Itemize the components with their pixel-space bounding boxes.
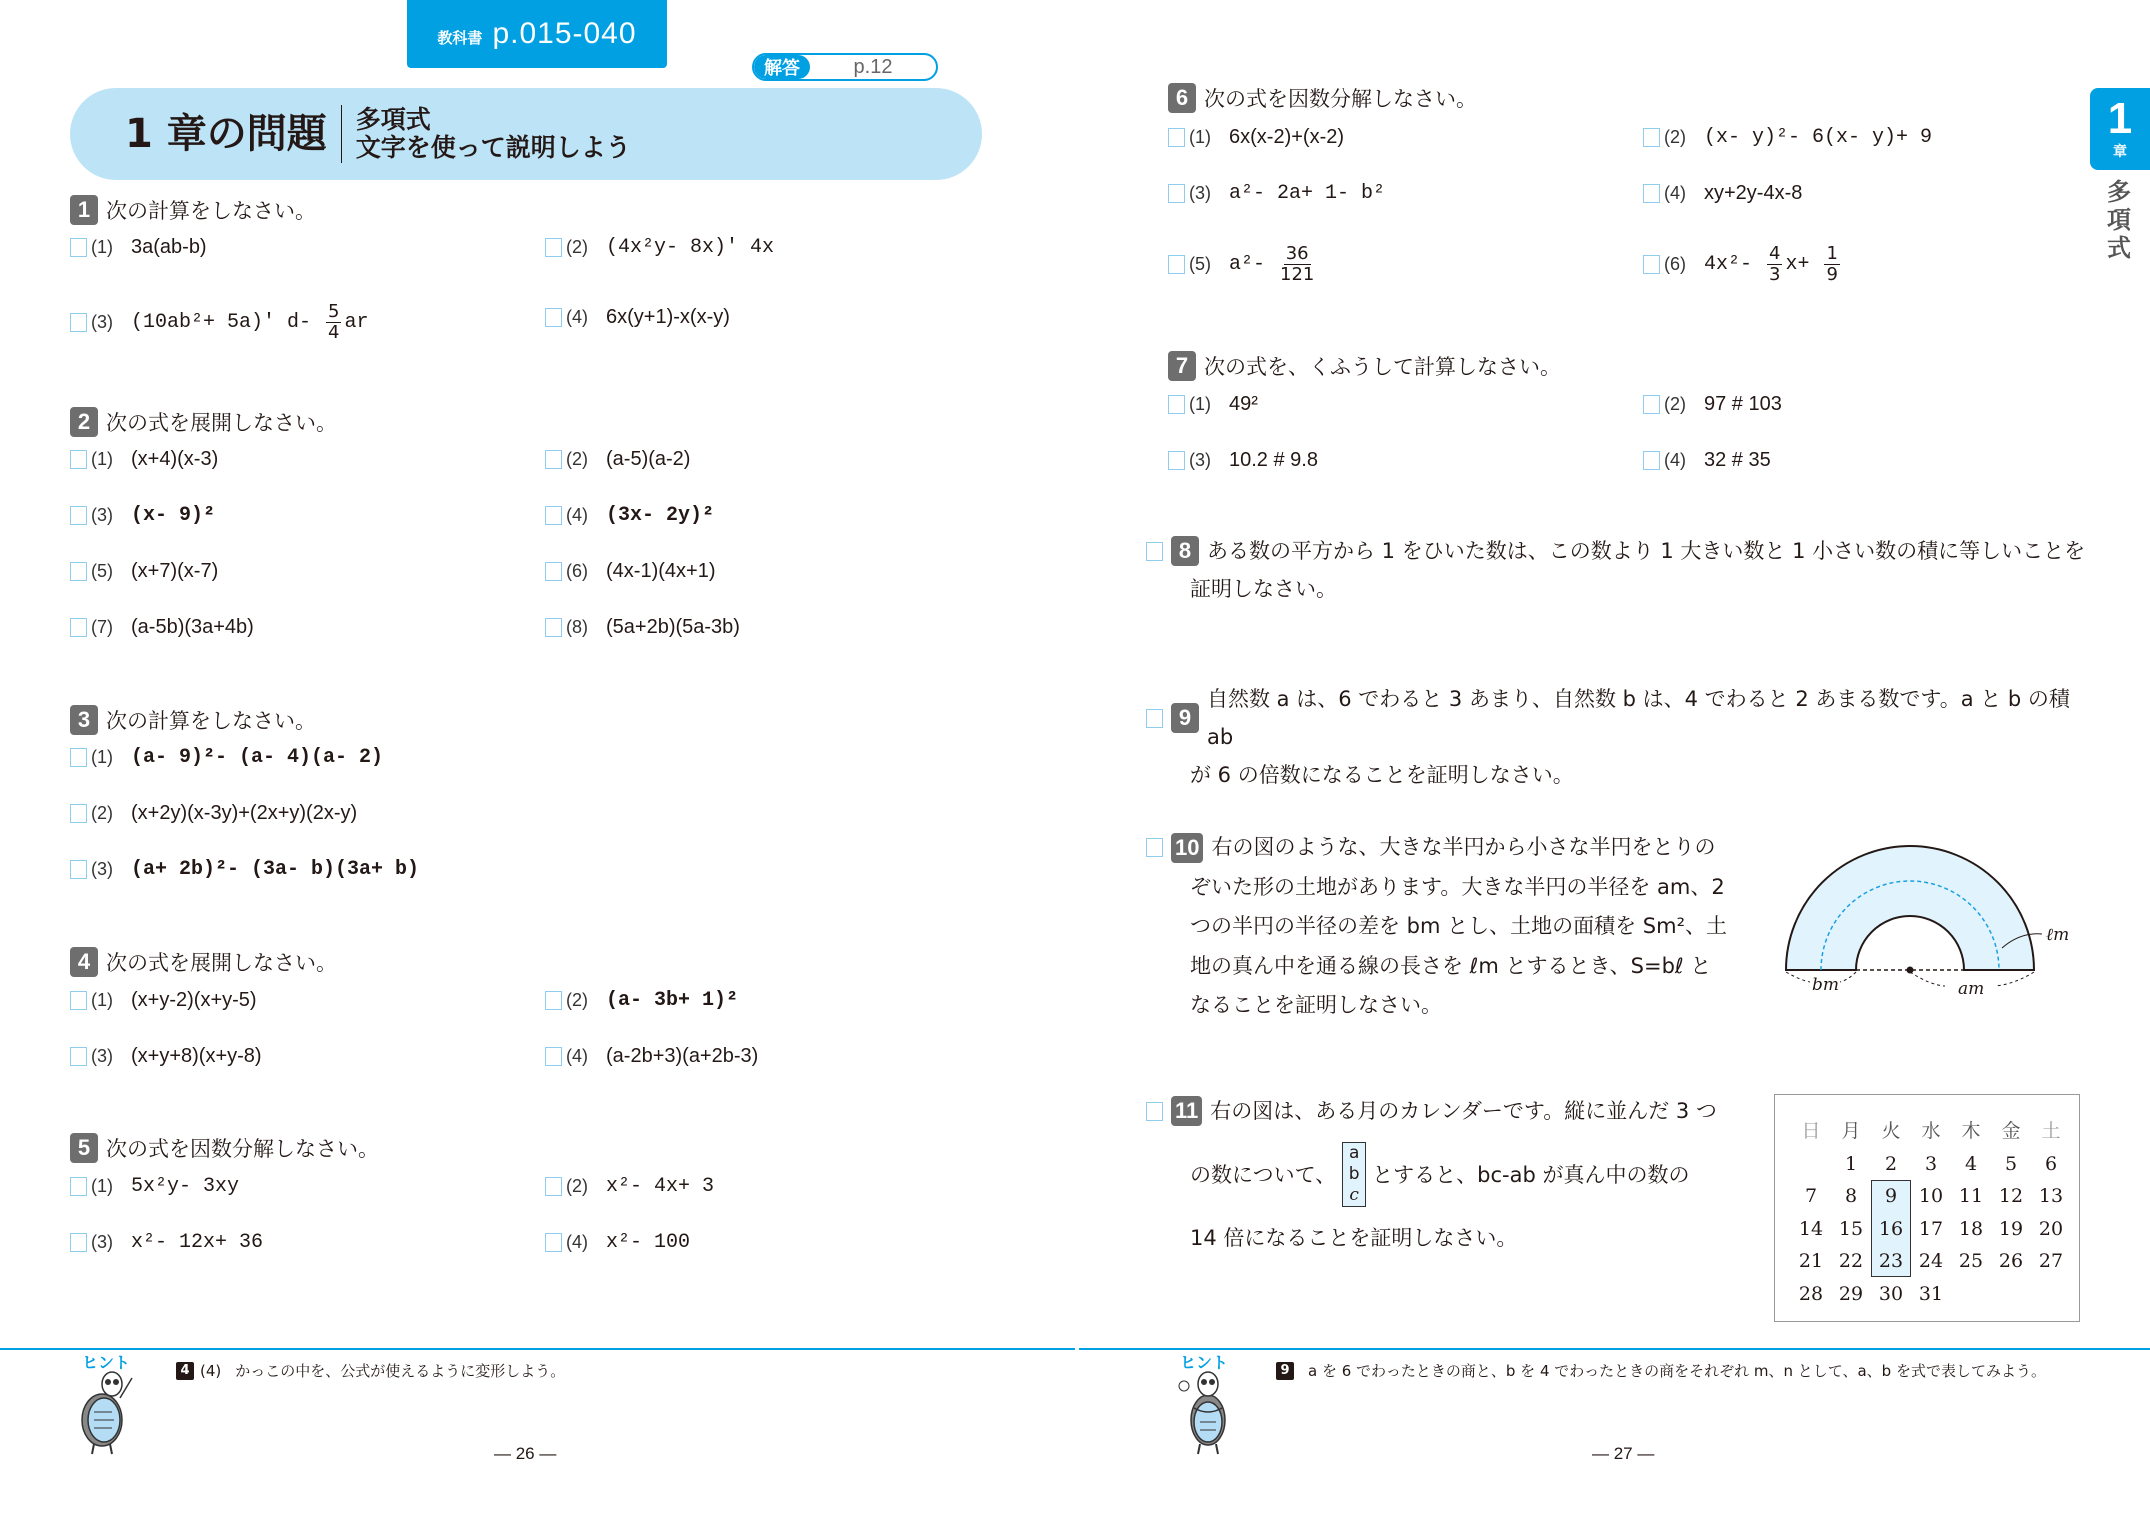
checkbox[interactable] xyxy=(70,1177,87,1196)
expression: x²- 100 xyxy=(606,1230,691,1254)
problem-11 xyxy=(1146,1092,1746,1257)
checkbox[interactable] xyxy=(545,506,562,525)
calendar-figure xyxy=(1774,1094,2080,1322)
item-index: (1) xyxy=(91,448,113,469)
problem-instruction: 次の式を因数分解しなさい。 xyxy=(106,1137,379,1161)
problem-instruction: 次の式を、くふうして計算しなさい。 xyxy=(1204,355,1561,379)
checkbox[interactable] xyxy=(545,1047,562,1066)
checkbox[interactable] xyxy=(70,804,87,823)
problem-number-badge: 5 xyxy=(70,1133,98,1163)
problem-2-item-3 xyxy=(70,500,215,530)
checkbox[interactable] xyxy=(1146,838,1163,857)
checkbox[interactable] xyxy=(1643,451,1660,470)
problem-text: 証明しなさい。 xyxy=(1190,577,1337,601)
expression: (4x²y- 8x)' 4x xyxy=(606,235,775,259)
problem-instruction: 次の計算をしなさい。 xyxy=(106,709,316,733)
problem-1-item-3 xyxy=(70,300,369,344)
problem-2-item-7 xyxy=(70,612,254,642)
item-index: (1) xyxy=(91,989,113,1010)
hint-content: かっこの中を、公式が使えるように変形しよう。 xyxy=(235,1362,566,1380)
checkbox[interactable] xyxy=(545,991,562,1010)
problem-text: ぞいた形の土地があります。大きな半円の半径を am、2 xyxy=(1190,874,1725,899)
problem-text: 自然数 a は、6 でわると 3 あまり、自然数 b は、4 でわると 2 あまる数です。a と b の積 ab xyxy=(1207,687,2070,749)
item-index: (4) xyxy=(566,1045,588,1066)
checkbox[interactable] xyxy=(1168,255,1185,274)
chapter-banner xyxy=(70,88,982,180)
turtle-mascot-icon xyxy=(1176,1370,1236,1455)
expression: (a- 3b+ 1)² xyxy=(606,988,739,1012)
problem-text: 14 倍になることを証明しなさい。 xyxy=(1190,1226,1518,1250)
problem-3-item-3 xyxy=(70,854,419,884)
problem-6-item-4 xyxy=(1643,178,1802,208)
problem-2-item-4 xyxy=(545,500,714,530)
problem-5-item-4 xyxy=(545,1227,690,1257)
hint-label: ヒント xyxy=(1180,1353,1229,1372)
problem-7-item-1 xyxy=(1168,389,1258,419)
expression: (x+7)(x-7) xyxy=(131,559,219,582)
item-index: (2) xyxy=(566,236,588,257)
problem-text: ある数の平方から 1 をひいた数は、この数より 1 大きい数と 1 小さい数の積に等しいことを xyxy=(1207,539,2086,563)
checkbox[interactable] xyxy=(70,991,87,1010)
problem-2-item-2 xyxy=(545,444,690,474)
checkbox[interactable] xyxy=(545,308,562,327)
problem-text: とすると、bc-ab が真ん中の数の xyxy=(1372,1162,1690,1187)
problem-6-item-3 xyxy=(1168,178,1385,208)
expression: (a-5b)(3a+4b) xyxy=(131,615,254,638)
problem-4-item-2 xyxy=(545,985,738,1015)
svg-text:ℓm: ℓm xyxy=(2046,925,2070,945)
item-index: (4) xyxy=(566,306,588,327)
hint-problem-badge: 9 xyxy=(1276,1362,1294,1380)
expression: 4x²- xyxy=(1704,252,1765,276)
item-index: (3) xyxy=(91,504,113,525)
item-index: (7) xyxy=(91,616,113,637)
item-index: (2) xyxy=(1664,393,1686,414)
hint-divider xyxy=(1079,1348,2150,1350)
expression: a²- 2a+ 1- b² xyxy=(1229,181,1386,205)
item-index: (6) xyxy=(566,560,588,581)
problem-10 xyxy=(1146,828,1746,1026)
expression: (a+ 2b)²- (3a- b)(3a+ b) xyxy=(131,857,420,881)
semicircle-land-figure xyxy=(1770,830,2090,1010)
problem-2-item-6 xyxy=(545,556,715,586)
problem-7-item-3 xyxy=(1168,445,1318,475)
problem-2-item-5 xyxy=(70,556,218,586)
problem-3-heading xyxy=(70,704,316,736)
item-index: (2) xyxy=(566,448,588,469)
problem-number-badge: 8 xyxy=(1171,536,1199,566)
checkbox[interactable] xyxy=(1146,542,1163,561)
problem-number-badge: 2 xyxy=(70,407,98,437)
item-index: (8) xyxy=(566,616,588,637)
checkbox[interactable] xyxy=(1168,128,1185,147)
problem-instruction: 次の式を展開しなさい。 xyxy=(106,951,337,975)
item-index: (3) xyxy=(91,1231,113,1252)
item-index: (1) xyxy=(91,1175,113,1196)
problem-instruction: 次の式を因数分解しなさい。 xyxy=(1204,87,1477,111)
chapter-topic-vertical: 多 項 式 xyxy=(2107,178,2131,262)
expression: 6x(y+1)-x(x-y) xyxy=(606,305,730,328)
problem-text: 右の図は、ある月のカレンダーです。縦に並んだ 3 つ xyxy=(1210,1099,1717,1123)
problem-4-heading xyxy=(70,946,337,978)
item-index: (3) xyxy=(91,858,113,879)
checkbox[interactable] xyxy=(545,1177,562,1196)
problem-1-item-2 xyxy=(545,232,774,262)
checkbox[interactable] xyxy=(1146,709,1163,728)
expression: (4x-1)(4x+1) xyxy=(606,559,716,582)
answer-page: p.12 xyxy=(853,55,893,78)
problem-number-badge: 9 xyxy=(1171,703,1199,733)
problem-9 xyxy=(1146,680,2086,794)
expression: (a-2b+3)(a+2b-3) xyxy=(606,1044,759,1067)
problem-2-item-1 xyxy=(70,444,218,474)
problem-6-item-1 xyxy=(1168,122,1344,152)
problem-7-heading xyxy=(1168,350,1561,382)
expression: (x+2y)(x-3y)+(2x+y)(2x-y) xyxy=(131,801,358,824)
checkbox[interactable] xyxy=(1643,255,1660,274)
problem-7-item-2 xyxy=(1643,389,1782,419)
expression: (10ab²+ 5a)' d- xyxy=(131,310,324,334)
item-index: (1) xyxy=(1189,126,1211,147)
problem-5-item-1 xyxy=(70,1171,239,1201)
hint-label: ヒント xyxy=(82,1353,131,1372)
problem-number-badge: 10 xyxy=(1171,833,1203,863)
problem-number-badge: 3 xyxy=(70,705,98,735)
expression: x+ xyxy=(1785,252,1822,276)
problem-6-item-2 xyxy=(1643,122,1932,152)
problem-number-badge: 4 xyxy=(70,947,98,977)
checkbox[interactable] xyxy=(1168,184,1185,203)
checkbox[interactable] xyxy=(1643,128,1660,147)
chapter-subtitle xyxy=(342,106,631,162)
chapter-label: 章 xyxy=(2113,144,2127,160)
expression: x²- 4x+ 3 xyxy=(606,1174,715,1198)
problem-4-item-1 xyxy=(70,985,257,1015)
expression: 6x(x-2)+(x-2) xyxy=(1229,125,1345,148)
problem-4-item-4 xyxy=(545,1041,758,1071)
textbook-pages: p.015-040 xyxy=(492,17,637,50)
expression: (x+y+8)(x+y-8) xyxy=(131,1044,262,1067)
checkbox[interactable] xyxy=(545,618,562,637)
problem-6-item-6 xyxy=(1643,240,1843,288)
checkbox[interactable] xyxy=(70,1047,87,1066)
checkbox[interactable] xyxy=(1168,451,1185,470)
hint-problem-badge: 4 xyxy=(176,1362,194,1380)
hint-text-right xyxy=(1276,1360,2046,1381)
checkbox[interactable] xyxy=(545,450,562,469)
textbook-label: 教科書 xyxy=(437,28,483,47)
problem-number-badge: 1 xyxy=(70,195,98,225)
expression: x²- 12x+ 36 xyxy=(131,1230,264,1254)
problem-text: 地の真ん中を通る線の長さを ℓm とするとき、S=bℓ と xyxy=(1190,953,1712,978)
expression: 10.2 # 9.8 xyxy=(1229,448,1318,471)
item-index: (2) xyxy=(566,989,588,1010)
checkbox[interactable] xyxy=(545,1233,562,1252)
expression: xy+2y-4x-8 xyxy=(1704,181,1803,204)
problem-instruction: 次の式を展開しなさい。 xyxy=(106,411,337,435)
hint-content: a を 6 でわったときの商と、b を 4 でわったときの商をそれぞれ m、n として、a、b を式で表してみよう。 xyxy=(1308,1362,2046,1380)
item-index: (2) xyxy=(1664,126,1686,147)
checkbox[interactable] xyxy=(70,238,87,257)
page-number: — 26 — xyxy=(494,1444,557,1463)
problem-5-item-2 xyxy=(545,1171,714,1201)
problem-2-heading xyxy=(70,406,337,438)
problem-text: が 6 の倍数になることを証明しなさい。 xyxy=(1190,763,1574,787)
page-number: — 27 — xyxy=(1592,1444,1655,1463)
chapter-subtitle-line-2: 文字を使って説明しよう xyxy=(355,133,631,162)
item-index: (5) xyxy=(91,560,113,581)
checkbox[interactable] xyxy=(70,1233,87,1252)
expression: 97 # 103 xyxy=(1704,392,1782,415)
problem-2-item-8 xyxy=(545,612,740,642)
item-index: (2) xyxy=(566,1175,588,1196)
expression: a²- xyxy=(1229,252,1278,276)
problem-text: の数について、 xyxy=(1190,1162,1337,1187)
problem-1-item-4 xyxy=(545,302,730,332)
item-index: (1) xyxy=(1189,393,1211,414)
expression: (5a+2b)(5a-3b) xyxy=(606,615,740,638)
expression: (a-5)(a-2) xyxy=(606,447,691,470)
item-index: (4) xyxy=(566,504,588,525)
expression: (x+4)(x-3) xyxy=(131,447,219,470)
checkbox[interactable] xyxy=(70,748,87,767)
item-index: (4) xyxy=(566,1231,588,1252)
item-index: (4) xyxy=(1664,182,1686,203)
item-index: (2) xyxy=(91,802,113,823)
checkbox[interactable] xyxy=(1643,184,1660,203)
svg-text:am: am xyxy=(1958,979,1985,999)
problem-3-item-1 xyxy=(70,742,383,772)
problem-8 xyxy=(1146,532,2086,608)
checkbox[interactable] xyxy=(545,562,562,581)
fraction: $\frac{1}{9}$ xyxy=(1826,242,1838,285)
abc-column-box: a b c xyxy=(1342,1142,1366,1207)
checkbox[interactable] xyxy=(1643,395,1660,414)
item-index: (3) xyxy=(91,1045,113,1066)
problem-number-badge: 11 xyxy=(1171,1096,1202,1126)
item-index: (3) xyxy=(1189,182,1211,203)
turtle-mascot-icon xyxy=(72,1370,142,1455)
expression: (3x- 2y)² xyxy=(606,503,715,527)
checkbox[interactable] xyxy=(1168,395,1185,414)
hint-text-left xyxy=(176,1360,565,1381)
checkbox[interactable] xyxy=(1146,1102,1163,1121)
hint-divider xyxy=(0,1348,1075,1350)
problem-1-heading xyxy=(70,194,316,226)
problem-3-item-2 xyxy=(70,798,357,828)
answer-label: 解答 xyxy=(754,55,810,79)
expression: 5x²y- 3xy xyxy=(131,1174,240,1198)
checkbox[interactable] xyxy=(70,450,87,469)
expression: (x+y-2)(x+y-5) xyxy=(131,988,257,1011)
problem-6-heading xyxy=(1168,82,1477,114)
hint-item-ref: (4) xyxy=(200,1361,222,1380)
problem-instruction: 次の計算をしなさい。 xyxy=(106,199,316,223)
item-index: (3) xyxy=(1189,449,1211,470)
problem-4-item-3 xyxy=(70,1041,262,1071)
problem-5-heading xyxy=(70,1132,379,1164)
item-index: (6) xyxy=(1664,253,1686,274)
checkbox[interactable] xyxy=(70,313,87,332)
checkbox[interactable] xyxy=(70,860,87,879)
problem-1-item-1 xyxy=(70,232,207,262)
expression: ar xyxy=(344,310,369,334)
item-index: (5) xyxy=(1189,253,1211,274)
item-index: (1) xyxy=(91,236,113,257)
problem-6-item-5 xyxy=(1168,240,1317,288)
item-index: (3) xyxy=(91,311,113,332)
expression: 3a(ab-b) xyxy=(131,235,207,258)
problem-number-badge: 6 xyxy=(1168,83,1196,113)
chapter-subtitle-line-1: 多項式 xyxy=(355,105,431,134)
item-index: (4) xyxy=(1664,449,1686,470)
problem-7-item-4 xyxy=(1643,445,1771,475)
problem-text: つの半円の半径の差を bm とし、土地の面積を Sm²、土 xyxy=(1190,914,1728,938)
expression: (x- y)²- 6(x- y)+ 9 xyxy=(1704,125,1933,149)
expression: 49² xyxy=(1229,392,1258,415)
checkbox[interactable] xyxy=(70,618,87,637)
item-index: (1) xyxy=(91,746,113,767)
fraction: $\frac{4}{3}$ xyxy=(1769,242,1781,285)
checkbox[interactable] xyxy=(70,562,87,581)
problem-5-item-3 xyxy=(70,1227,263,1257)
expression: 32 # 35 xyxy=(1704,448,1771,471)
expression: (x- 9)² xyxy=(131,503,216,527)
fraction: $\frac{36}{121}$ xyxy=(1280,242,1315,285)
fraction: $\frac{5}{4}$ xyxy=(328,300,340,343)
chapter-side-tab[interactable] xyxy=(2090,88,2150,170)
problem-text: 右の図のような、大きな半円から小さな半円をとりの xyxy=(1211,835,1716,859)
answer-reference[interactable] xyxy=(752,53,938,81)
expression: (a- 9)²- (a- 4)(a- 2) xyxy=(131,745,384,769)
calendar-grid: 日 月 火 水 木 金 土 1 2 3 4 5 6 7 8 9 10 11 12 13 14 15 16 17 18 19 20 21 22 23 24 25 26 27 28 29 30 31 xyxy=(1798,1120,2064,1305)
chapter-number: 1 xyxy=(2107,94,2133,143)
chapter-title: 1 章の問題 xyxy=(125,105,342,163)
textbook-pages-tab xyxy=(407,0,667,68)
problem-text: なることを証明しなさい。 xyxy=(1190,993,1442,1017)
svg-text:bm: bm xyxy=(1812,975,1840,995)
problem-number-badge: 7 xyxy=(1168,351,1196,381)
checkbox[interactable] xyxy=(70,506,87,525)
checkbox[interactable] xyxy=(545,238,562,257)
